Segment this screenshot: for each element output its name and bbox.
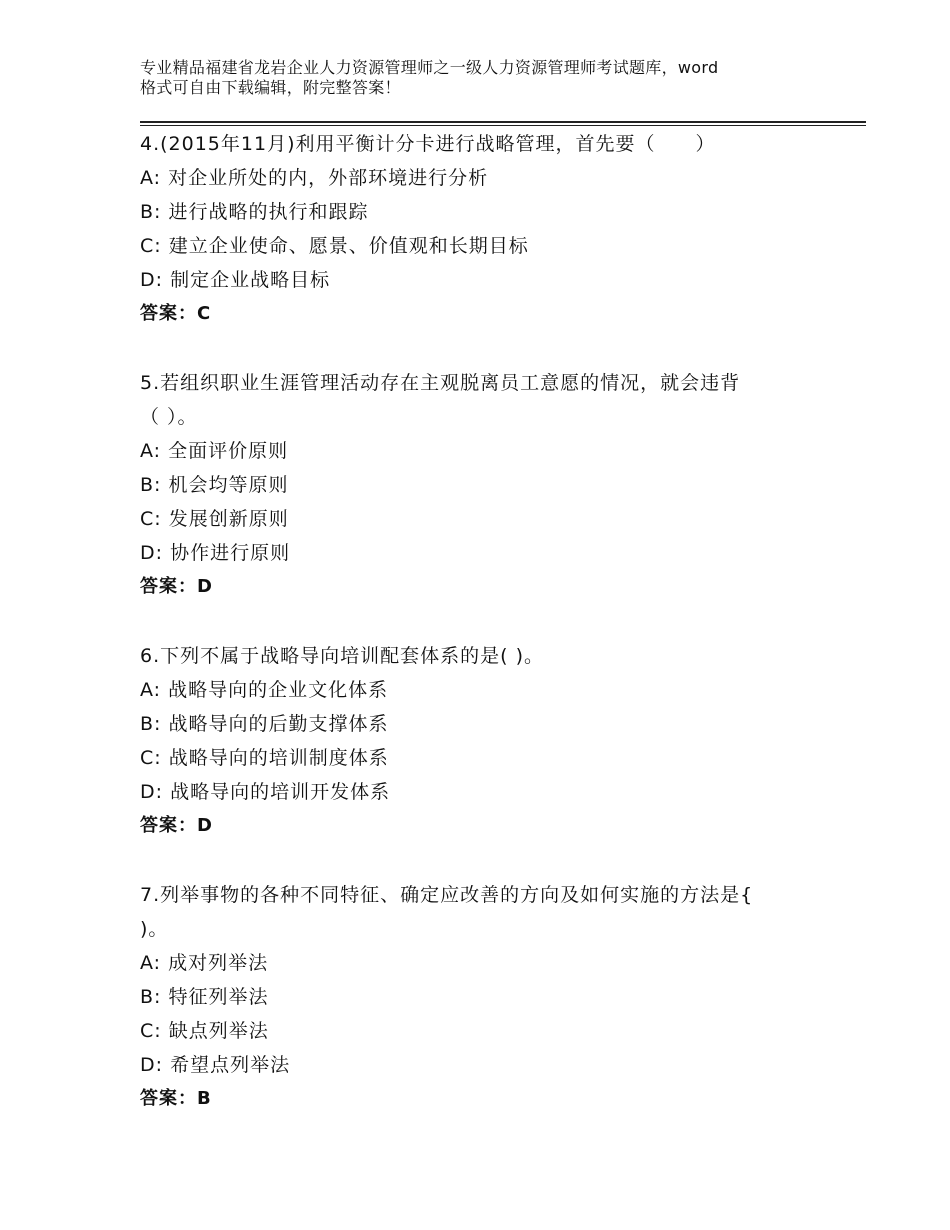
- question-block: [140, 366, 840, 604]
- question-stem: 6.下列不属于战略导向培训配套体系的是( )。: [140, 645, 544, 667]
- question-block: [140, 878, 840, 1116]
- answer-line: 答案：D: [140, 815, 213, 836]
- question-block: [140, 127, 840, 331]
- header-divider: [140, 121, 866, 123]
- option-b: B: 特征列举法: [140, 986, 269, 1008]
- option-d: D: 协作进行原则: [140, 542, 291, 564]
- option-a: A: 战略导向的企业文化体系: [140, 679, 389, 701]
- option-a: A: 成对列举法: [140, 952, 269, 974]
- option-b: B: 进行战略的执行和跟踪: [140, 201, 369, 223]
- header-line: 格式可自由下载编辑，附完整答案！: [140, 78, 401, 97]
- question-stem-continuation: （ ）。: [140, 406, 198, 428]
- question-block: [140, 639, 840, 843]
- option-d: D: 战略导向的培训开发体系: [140, 781, 391, 803]
- question-stem-continuation: )。: [140, 918, 169, 940]
- document-header: [140, 58, 840, 98]
- answer-line: 答案：C: [140, 303, 212, 324]
- question-stem: 7.列举事物的各种不同特征、确定应改善的方向及如何实施的方法是{: [140, 884, 754, 906]
- header-divider: [140, 125, 866, 126]
- answer-line: 答案：D: [140, 576, 213, 597]
- option-c: C: 发展创新原则: [140, 508, 289, 530]
- header-line: 专业精品福建省龙岩企业人力资源管理师之一级人力资源管理师考试题库，word: [140, 58, 719, 77]
- option-c: C: 战略导向的培训制度体系: [140, 747, 389, 769]
- answer-line: 答案：B: [140, 1088, 212, 1109]
- option-c: C: 缺点列举法: [140, 1020, 269, 1042]
- option-a: A: 对企业所处的内，外部环境进行分析: [140, 167, 489, 189]
- option-d: D: 希望点列举法: [140, 1054, 291, 1076]
- option-a: A: 全面评价原则: [140, 440, 289, 462]
- option-b: B: 机会均等原则: [140, 474, 289, 496]
- option-c: C: 建立企业使命、愿景、价值观和长期目标: [140, 235, 529, 257]
- question-stem: 4.(2015年11月)利用平衡计分卡进行战略管理，首先要（ ）: [140, 133, 716, 155]
- option-d: D: 制定企业战略目标: [140, 269, 331, 291]
- option-b: B: 战略导向的后勤支撑体系: [140, 713, 389, 735]
- question-stem: 5.若组织职业生涯管理活动存在主观脱离员工意愿的情况，就会违背: [140, 372, 741, 394]
